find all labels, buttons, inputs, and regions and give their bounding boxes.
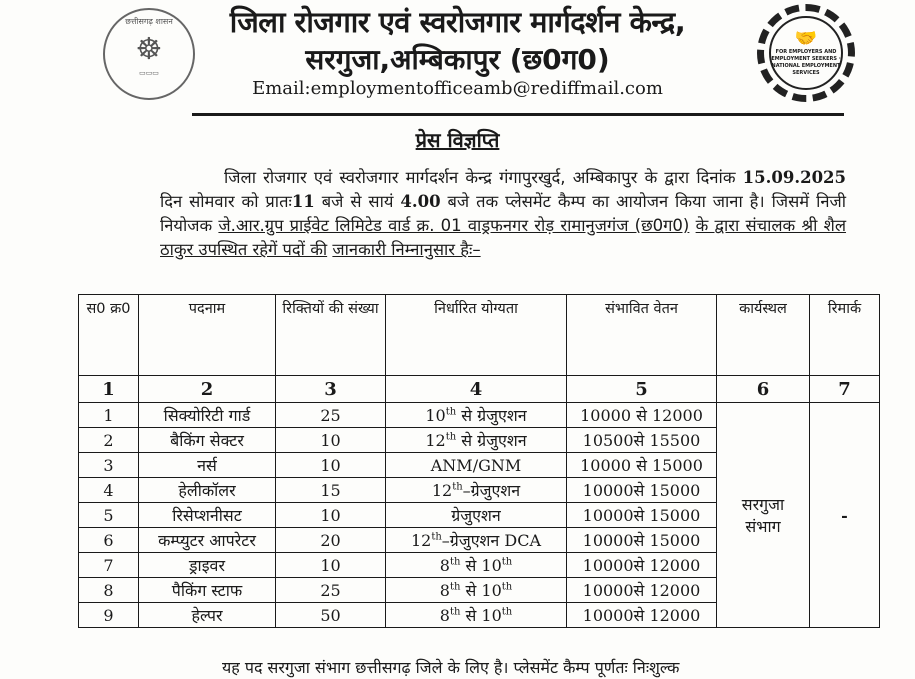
salary-cell: 10000से 15000 — [567, 503, 717, 528]
salary-cell: 10000 से 15000 — [567, 453, 717, 478]
serial-cell: 2 — [79, 428, 139, 453]
header-divider — [192, 113, 844, 116]
vacancy-count-cell: 50 — [276, 603, 386, 628]
footer-note: यह पद सरगुजा संभाग छत्तीसगढ़ जिले के लिए है। प्लेसमेंट कैम्प पूर्णतः निःशुल्क — [222, 658, 680, 677]
table-row — [79, 403, 880, 428]
header-serial: स0 क्र0 — [79, 295, 139, 376]
qualification-cell: 12th से ग्रेजुएशन — [386, 428, 567, 453]
post-cell: पैकिंग स्टाफ — [139, 578, 276, 603]
workplace-cell: सरगुजा संभाग — [717, 403, 810, 628]
header-qualification: निर्धारित योग्यता — [386, 295, 567, 376]
handshake-icon: 🤝 — [794, 28, 818, 49]
post-cell: हेल्पर — [139, 603, 276, 628]
post-cell: नर्स — [139, 453, 276, 478]
office-location: सरगुजा,अम्बिकापुर (छ0ग0) — [305, 43, 610, 76]
emblem-icon: ☸ — [135, 32, 163, 67]
vacancy-count-cell: 10 — [276, 428, 386, 453]
employment-service-logo — [757, 4, 855, 102]
vacancy-count-cell: 10 — [276, 453, 386, 478]
serial-cell: 6 — [79, 528, 139, 553]
employer-name: जे.आर.ग्रुप प्राईवेट लिमिटेड वार्ड क्र. 01 वाड्रफनगर रोड़ रामानुजगंज (छ0ग0) — [218, 216, 690, 235]
qualification-cell: 8th से 10th — [386, 553, 567, 578]
serial-cell: 8 — [79, 578, 139, 603]
serial-cell: 3 — [79, 453, 139, 478]
vacancy-table — [78, 294, 880, 628]
column-number: 6 — [717, 376, 810, 403]
end-time: 4.00 — [400, 192, 441, 211]
office-title: जिला रोजगार एवं स्वरोजगार मार्गदर्शन केन्द्र, — [229, 5, 686, 39]
column-number: 3 — [276, 376, 386, 403]
seal-text: छत्तीसगढ़ शासन — [125, 17, 173, 26]
qualification-cell: ANM/GNM — [386, 453, 567, 478]
vacancy-count-cell: 15 — [276, 478, 386, 503]
camp-date: 15.09.2025 — [742, 168, 847, 187]
salary-cell: 10000से 12000 — [567, 578, 717, 603]
qualification-cell: 8th से 10th — [386, 578, 567, 603]
salary-cell: 10500से 15500 — [567, 428, 717, 453]
header-salary: संभावित वेतन — [567, 295, 717, 376]
header-workplace: कार्यस्थल — [717, 295, 810, 376]
salary-cell: 10000से 12000 — [567, 553, 717, 578]
column-number: 5 — [567, 376, 717, 403]
salary-cell: 10000 से 12000 — [567, 403, 717, 428]
serial-cell: 5 — [79, 503, 139, 528]
qualification-cell: ग्रेजुएशन — [386, 503, 567, 528]
salary-cell: 10000से 15000 — [567, 528, 717, 553]
qualification-cell: 12th–ग्रेजुएशन DCA — [386, 528, 567, 553]
column-number: 1 — [79, 376, 139, 403]
serial-cell: 1 — [79, 403, 139, 428]
serial-cell: 4 — [79, 478, 139, 503]
header-post: पदनाम — [139, 295, 276, 376]
office-email: Email:employmentofficeamb@rediffmail.com — [252, 78, 663, 99]
remark-cell: - — [810, 403, 880, 628]
press-release-heading: प्रेस विज्ञप्ति — [415, 128, 500, 152]
serial-cell: 7 — [79, 553, 139, 578]
vacancy-count-cell: 25 — [276, 403, 386, 428]
vacancy-count-cell: 10 — [276, 553, 386, 578]
start-time: 11 — [291, 192, 315, 211]
logo-text: FOR EMPLOYERS AND EMPLOYMENT SEEKERS · NATIONAL EMPLOYMENT SERVICES — [771, 49, 841, 76]
vacancy-count-cell: 10 — [276, 503, 386, 528]
column-number: 2 — [139, 376, 276, 403]
emblem-base-icon: ▭▭▭ — [139, 69, 159, 77]
post-cell: कम्प्युटर आपरेटर — [139, 528, 276, 553]
serial-cell: 9 — [79, 603, 139, 628]
salary-cell: 10000से 15000 — [567, 478, 717, 503]
header-remark: रिमार्क — [810, 295, 880, 376]
salary-cell: 10000से 12000 — [567, 603, 717, 628]
qualification-cell: 12th–ग्रेजुएशन — [386, 478, 567, 503]
post-cell: बैकिंग सेक्टर — [139, 428, 276, 453]
header-vacancies: रिक्तियों की संख्या — [276, 295, 386, 376]
post-cell: ड्राइवर — [139, 553, 276, 578]
vacancy-count-cell: 25 — [276, 578, 386, 603]
post-cell: सिक्योरिटी गार्ड — [139, 403, 276, 428]
press-release-body: जिला रोजगार एवं स्वरोजगार मार्गदर्शन केन्द्र गंगापुरखुर्द, अम्बिकापुर के द्वारा दिनांक 15.09.2025 दिन सोमवार को प्रातः11 बजे से सायं 4.00 बजे तक प्लेसमेंट कैम्प का आयोजन किया जाना है। जिसमें निजी नियोजक जे.आर.ग्रुप प्राईवेट लिमिटेड वार्ड क्र. 01 वाड्रफनगर रोड़ रामानुजगंज (छ0ग0) के द्वारा संचालक श्री शैल ठाकुर उपस्थित रहेगें पदों की जानकारी निम्नानुसार हैः– — [160, 168, 847, 259]
column-number: 4 — [386, 376, 567, 403]
post-cell: रिसेप्शनीसट — [139, 503, 276, 528]
vacancy-count-cell: 20 — [276, 528, 386, 553]
column-number: 7 — [810, 376, 880, 403]
qualification-cell: 8th से 10th — [386, 603, 567, 628]
qualification-cell: 10th से ग्रेजुएशन — [386, 403, 567, 428]
post-cell: हेलीकॉलर — [139, 478, 276, 503]
